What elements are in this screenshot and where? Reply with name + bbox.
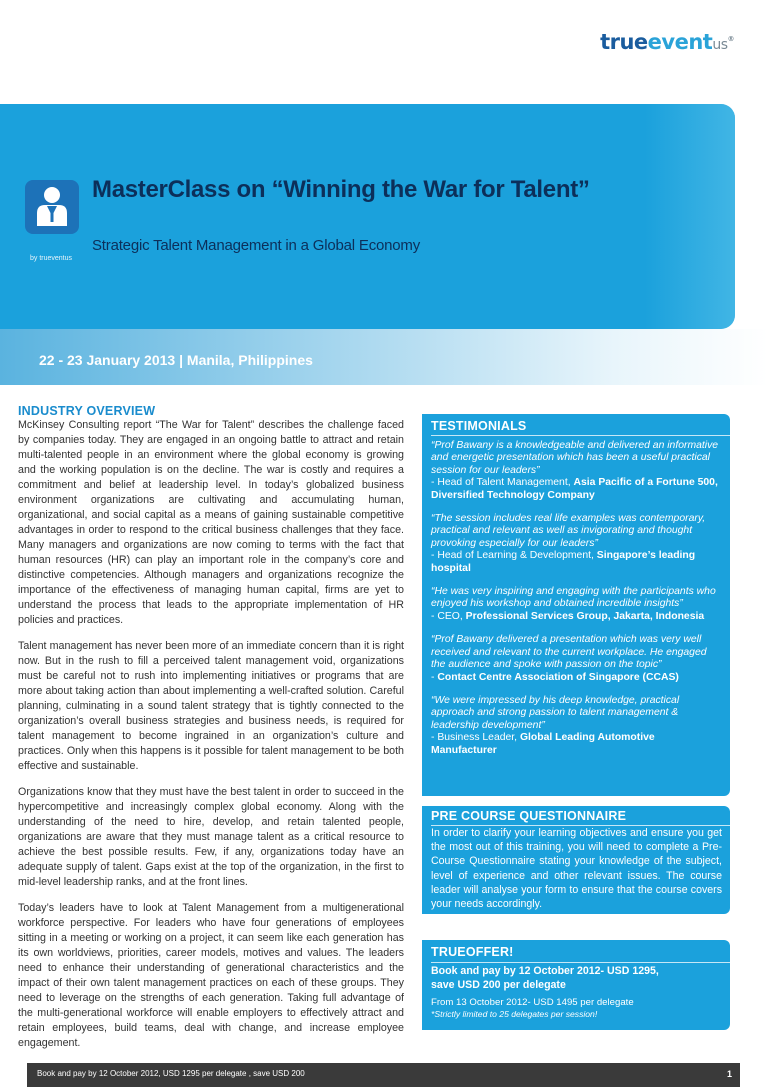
testimonial-quote-1: “Prof Bawany is a knowledgeable and delivered an informative and energetic presentation which has been a useful practical session for our leaders” bbox=[431, 440, 719, 476]
testimonial-quote-4: “Prof Bawany delivered a presentation which was very well received and relevant to the current workplace. He engaged the audience and spoke with passion on the topic” bbox=[431, 634, 707, 671]
by-line: by trueventus bbox=[30, 255, 73, 262]
testimonials-heading: TESTIMONIALS bbox=[431, 419, 527, 433]
testimonial-author-2: - Head of Learning & Development, Singapore’s leading hospital bbox=[431, 550, 696, 574]
pre-course-body: In order to clarify your learning objectives and ensure you get the most out of this training, you will need to complete a Pre-Course Questionnaire stating your knowledge of the subject, level of experience and other relevant issues. The course leader will analyse your form to ensure that the course covers your needs accordingly. bbox=[431, 827, 722, 911]
hero-subtitle: Strategic Talent Management in a Global Economy bbox=[92, 237, 421, 254]
testimonial-author-1: - Head of Talent Management, Asia Pacific of a Fortune 500, Diversified Technology Company bbox=[431, 477, 718, 501]
testimonials-panel bbox=[422, 414, 730, 796]
page-number: 1 bbox=[726, 1069, 732, 1079]
pre-course-panel bbox=[422, 806, 730, 914]
footer-bar bbox=[27, 1063, 740, 1087]
overview-paragraph-2: Talent management has never been more of an immediate concern than it is right now. But in the rush to fill a perceived talent management void, organizations must be careful not to rush into implementing initiatives or programs that are more about taking action than about implementing a well-crafted solution. Careful planning, culminating in a sound talent strategy that is tightly connected to the organization’s overall business strategies and business needs, is required for talent management to become ingrained in an organization’s culture and practices. Only when this happens is it possible for talent management to be both effective and sustainable. bbox=[18, 640, 404, 772]
overview-paragraph-4: Today’s leaders have to look at Talent Management from a multigenerational workforce perspective. For leaders who have four generations of employees sitting in a meeting or working on a project, it can seem like each generation has its own worldviews, priorities, career models, motives and values. The leaders need to enhance their understanding of generational characteristics and the impact of their own talent management practices on each of these groups. They need to leverage on the strengths of each generation. Taking full advantage of the multi-generational workforce will enable employers to effectively attract and retain employees, build teams, deal with change, and increase employee engagement. bbox=[18, 902, 404, 1049]
trueoffer-highlight: Book and pay by 12 October 2012- USD 1295, save USD 200 per delegate bbox=[431, 965, 659, 991]
overview-paragraph-3: Organizations know that they must have the best talent in order to succeed in the hypercompetitive and increasingly complex global economy. Along with the understanding of the need to hire, develop, and retain talented people, organizations are aware that they must manage talent as a critical resource to achieve the best possible results. Few, if any, organizations today have an adequate supply of talent. Gaps exist at the top of the organization, in the first to mid-level leadership ranks, and at the front lines. bbox=[18, 786, 404, 888]
trueoffer-heading: TRUEOFFER! bbox=[431, 945, 514, 959]
person-icon bbox=[25, 180, 79, 234]
testimonial-author-4: - Contact Centre Association of Singapore (CCAS) bbox=[431, 671, 679, 683]
industry-overview-heading: INDUSTRY OVERVIEW bbox=[18, 404, 156, 418]
overview-paragraph-1: McKinsey Consulting report “The War for Talent” describes the challenge faced by companies today. They are engaged in an ongoing battle to attract and retain multi-talented people in an environment where the global economy is growing and the working population is on the decline. The war is costly and requires a commitment and belief at leadership level. In today’s globalized business environment organizations are cultivating and accumulating human, organizational, and social capital as a means of gaining sustainable competitive advantages in order to respond to the critical business challenges that they face. Many managers and organizations are now coming to terms with the fact that human resources (HR) can play an important role in the company’s core and distinctive competencies. Although managers and organizations recognize the importance of the effectiveness of managing human capital, firms are yet to understand the process that leads to the appropriate implementation of HR policies and practices. bbox=[18, 419, 404, 626]
hero-title: MasterClass on “Winning the War for Talent” bbox=[92, 176, 590, 203]
trueoffer-regular-price: From 13 October 2012- USD 1495 per delegate bbox=[431, 997, 634, 1008]
trueoffer-panel bbox=[422, 940, 730, 1030]
logo-part-3: us bbox=[712, 37, 728, 53]
testimonial-quote-3: “He was very inspiring and engaging with the participants who enjoyed his workshop and obtained incredible insights” bbox=[431, 586, 716, 610]
trueventus-logo bbox=[600, 30, 734, 54]
testimonial-author-3: - CEO, Professional Services Group, Jakarta, Indonesia bbox=[431, 610, 705, 622]
pre-course-heading: PRE COURSE QUESTIONNAIRE bbox=[431, 809, 627, 823]
footer-text: Book and pay by 12 October 2012, USD 1295 per delegate , save USD 200 bbox=[37, 1069, 305, 1078]
testimonial-author-5: - Business Leader, Global Leading Automotive Manufacturer bbox=[431, 732, 655, 756]
testimonial-quote-2: “The session includes real life examples was contemporary, practical and relevant as well as invigorating and thought provoking especially for our leaders” bbox=[431, 513, 706, 549]
logo-part-2: event bbox=[647, 30, 713, 54]
hero-banner bbox=[0, 104, 735, 329]
date-location-bar bbox=[0, 329, 768, 385]
industry-overview-section bbox=[18, 405, 404, 1062]
logo-registered-mark: ® bbox=[727, 35, 734, 43]
date-location: 22 - 23 January 2013 | Manila, Philippines bbox=[39, 352, 313, 368]
trueoffer-note: *Strictly limited to 25 delegates per session! bbox=[431, 1008, 598, 1019]
logo-part-1: true bbox=[600, 30, 648, 54]
testimonial-quote-5: “We were impressed by his deep knowledge, practical approach and strong passion to talent management & leadership development” bbox=[431, 694, 680, 731]
